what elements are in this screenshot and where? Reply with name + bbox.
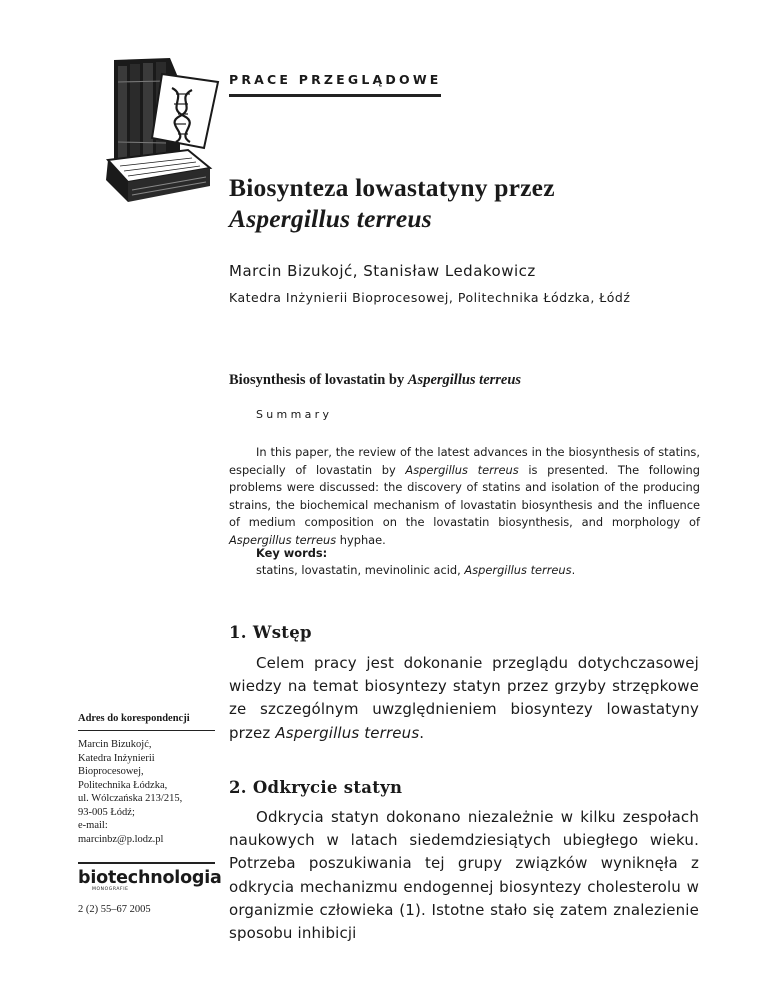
article-title xyxy=(229,172,749,234)
book-illustration-icon xyxy=(92,52,227,210)
abstract-text: In this paper, the review of the latest advances in the biosynthesis of statins, especially of lovastatin by Aspergillus terreus is presented. The following problems were discussed: the discovery of statins and isolation of the producing strains, the biochemical mechanism of lovastatin biosynthesis and the influence of medium composition on the lovastatin biosynthesis, and morphology of Aspergillus terreus hyphae. xyxy=(229,445,701,547)
english-title xyxy=(229,372,521,389)
sidebar-divider xyxy=(78,730,215,731)
correspondence-label: Adres do korespondencji xyxy=(78,713,190,724)
english-title-italic: Aspergillus terreus xyxy=(407,372,522,388)
correspondence-address: Marcin Bizukojć, Katedra Inżynierii Bioprocesowej, Politechnika Łódzka, ul. Wólczańska 213/215, 93-005 Łódź; e-mail: marcinbz@p.lodz.pl xyxy=(78,738,218,846)
email-link[interactable]: marcinbz@p.lodz.pl xyxy=(78,833,164,845)
authors: Marcin Bizukojć, Stanisław Ledakowicz xyxy=(229,262,536,280)
section-divider xyxy=(229,94,441,97)
keywords: statins, lovastatin, mevinolinic acid, Aspergillus terreus. xyxy=(256,563,576,577)
section-heading-intro: 1. Wstęp xyxy=(229,623,312,642)
journal-divider xyxy=(78,862,215,864)
section-label: PRACE PRZEGLĄDOWE xyxy=(229,72,442,87)
journal-series: MONOGRAFIE xyxy=(92,887,129,892)
intro-paragraph: Celem pracy jest dokonanie przeglądu dotychczasowej wiedzy na temat biosyntezy statyn przez grzyby strzępkowe ze szczególnym uwzględnieniem biosyntezy lowastatyny przez Aspergillus terreus. xyxy=(229,654,699,742)
journal-logo: biotechnologia xyxy=(78,868,222,888)
english-title-text: Biosynthesis of lovastatin by xyxy=(229,372,408,388)
summary-heading: Summary xyxy=(256,408,333,421)
discovery-paragraph: Odkrycia statyn dokonano niezależnie w kilku zespołach naukowych w latach siedemdziesiątych ubiegłego wieku. Potrzeba poszukiwania tej grupy związków wyniknęła z odkrycia mechanizmu endogennej biosyntezy cholesterolu w organizmie człowieka (1). Istotne stało się zatem znalezienie sposobu inhibicji xyxy=(229,808,699,943)
keywords-label: Key words: xyxy=(256,546,328,560)
title-line-2: Aspergillus terreus xyxy=(229,204,432,233)
section-heading-discovery: 2. Odkrycie statyn xyxy=(229,778,403,797)
title-line-1: Biosynteza lowastatyny przez xyxy=(229,173,555,202)
affiliation: Katedra Inżynierii Bioprocesowej, Politechnika Łódzka, Łódź xyxy=(229,290,631,305)
citation: 2 (2) 55–67 2005 xyxy=(78,904,151,915)
